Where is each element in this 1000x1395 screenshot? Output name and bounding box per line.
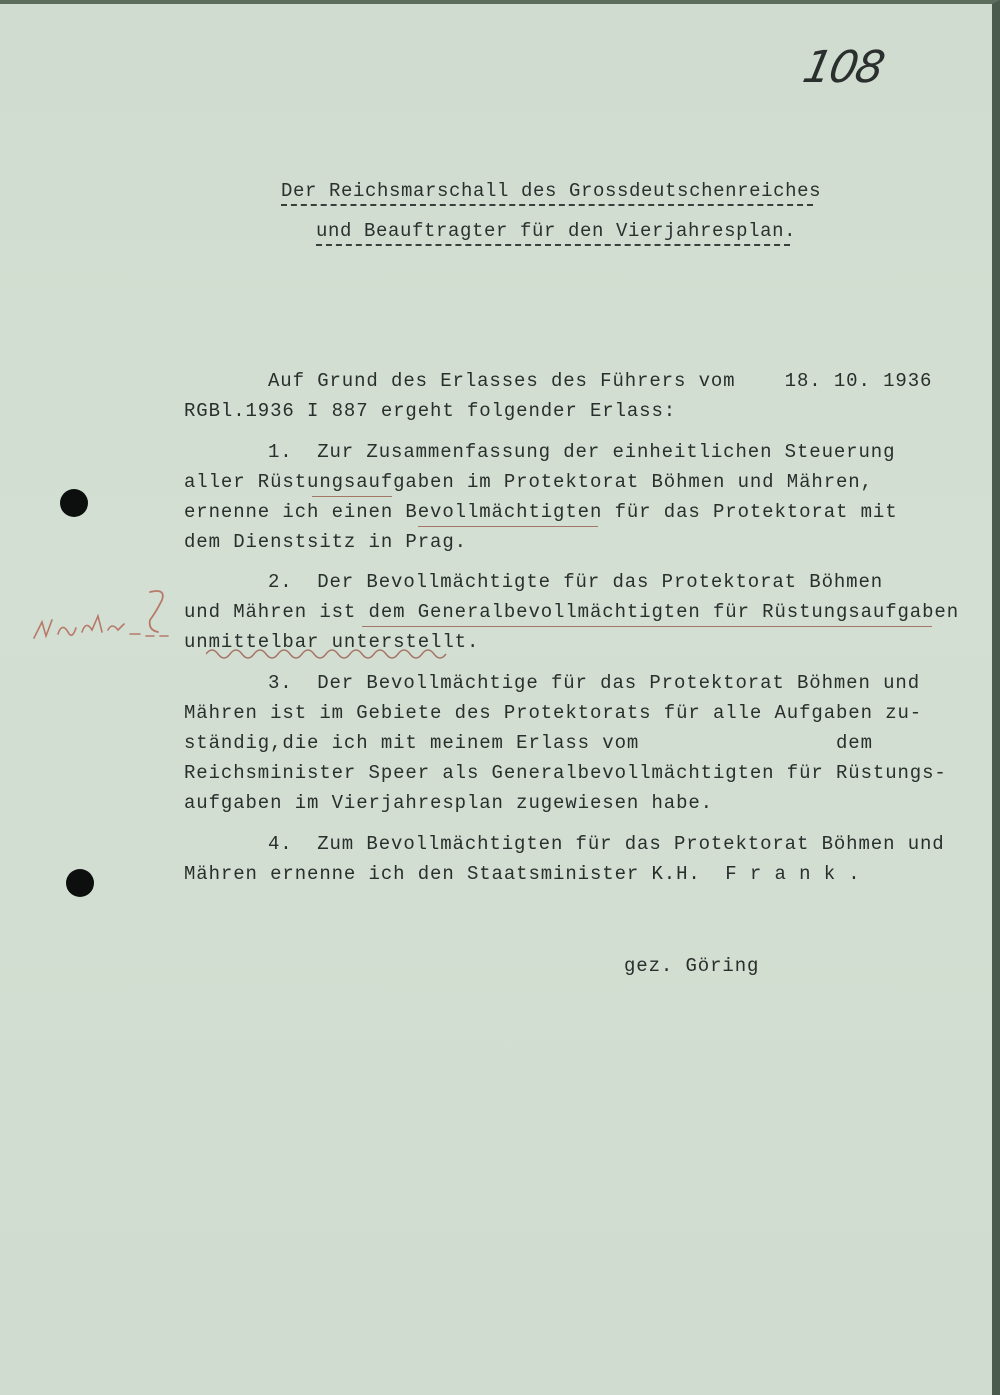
- body-line: ernenne ich einen Bevollmächtigten für das Protektorat mit: [184, 501, 898, 523]
- body-line: 3. Der Bevollmächtige für das Protektorat Böhmen und: [268, 672, 920, 694]
- handwritten-page-number: 108: [798, 42, 888, 93]
- body-line: dem Dienstsitz in Prag.: [184, 531, 467, 553]
- body-line: aller Rüstungsaufgaben im Protektorat Böhmen und Mähren,: [184, 471, 873, 493]
- pencil-wavy-underline: [206, 644, 456, 664]
- punch-hole-top: [60, 489, 88, 517]
- body-line: Mähren ist im Gebiete des Protektorats für alle Aufgaben zu-: [184, 702, 923, 724]
- pencil-underline-ruestungsaufgaben: [312, 496, 392, 497]
- body-line: 1. Zur Zusammenfassung der einheitlichen Steuerung: [268, 441, 896, 463]
- signature-line: gez. Göring: [624, 955, 760, 977]
- body-line: Mähren ernenne ich den Staatsminister K.H. F r a n k .: [184, 863, 861, 885]
- pencil-underline-bevollmaechtigten: [418, 526, 598, 527]
- body-line: unmittelbar unterstellt.: [184, 631, 480, 653]
- punch-hole-bottom: [66, 869, 94, 897]
- heading-line-2: und Beauftragter für den Vierjahresplan.: [316, 220, 797, 242]
- pencil-underline-generalbevollmaechtigten: [362, 626, 932, 627]
- heading-line-1: Der Reichsmarschall des Grossdeutschenreiches: [281, 180, 822, 202]
- body-line: Reichsminister Speer als Generalbevollmächtigten für Rüstungs-: [184, 762, 947, 784]
- body-line: RGBl.1936 I 887 ergeht folgender Erlass:: [184, 400, 677, 422]
- body-line: aufgaben im Vierjahresplan zugewiesen habe.: [184, 792, 713, 814]
- heading-line-1-underline: [281, 204, 813, 206]
- body-line: ständig,die ich mit meinem Erlass vom dem: [184, 732, 873, 754]
- body-line: 2. Der Bevollmächtigte für das Protektorat Böhmen: [268, 571, 884, 593]
- body-line: und Mähren ist dem Generalbevollmächtigten für Rüstungsaufgaben: [184, 601, 960, 623]
- handwritten-margin-note-icon: [28, 586, 178, 656]
- body-line: 4. Zum Bevollmächtigten für das Protektorat Böhmen und: [268, 833, 945, 855]
- body-line: Auf Grund des Erlasses des Führers vom 18. 10. 1936: [268, 370, 933, 392]
- heading-line-2-underline: [316, 244, 790, 246]
